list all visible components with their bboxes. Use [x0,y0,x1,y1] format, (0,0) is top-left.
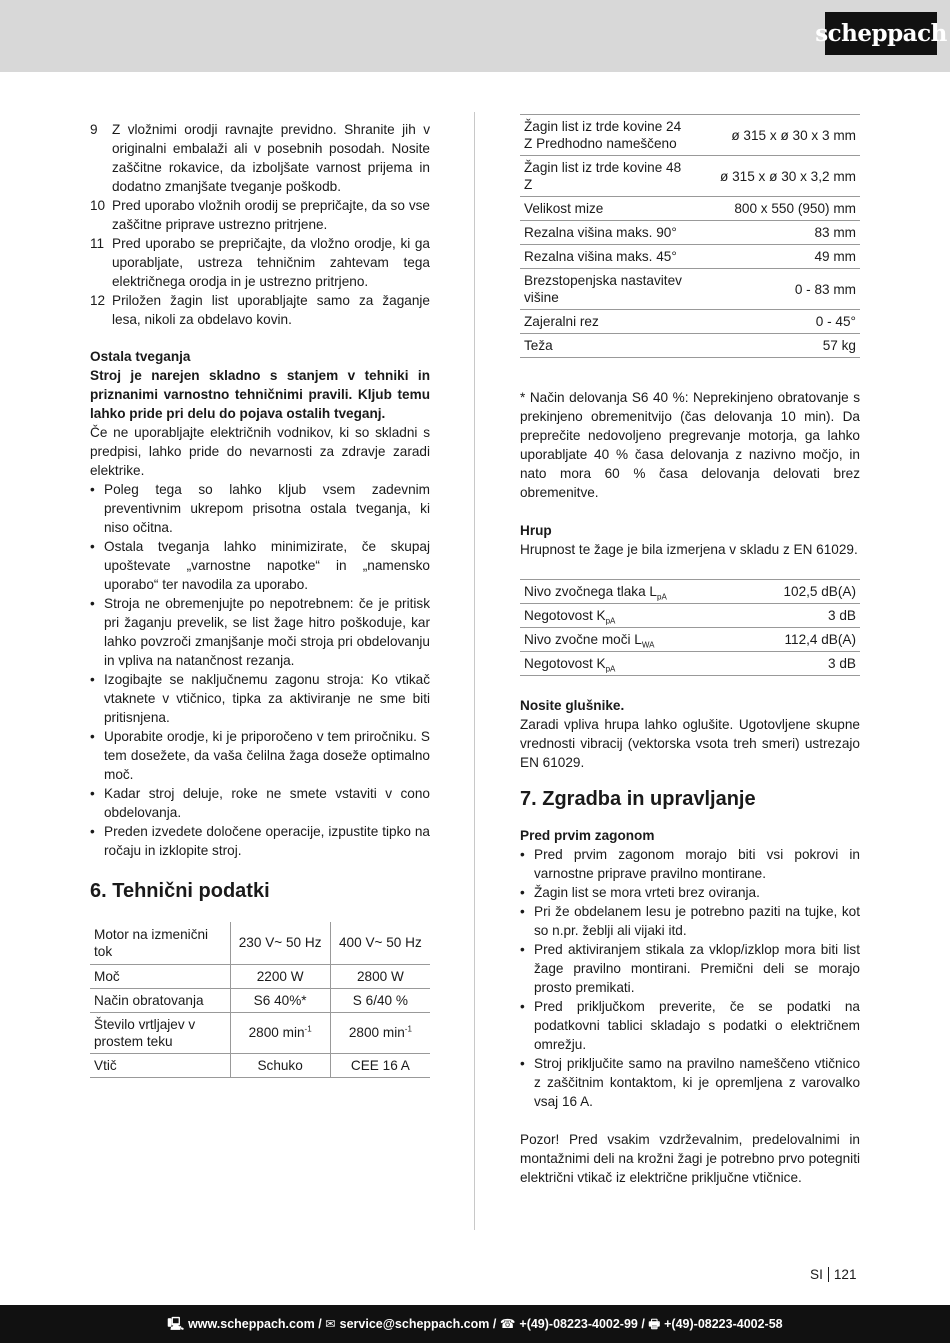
item-text: Poleg tega so lahko kljub vsem zadevnim preventivnim ukrepom prisotna ostala tveganja, ki niso očitna. [104,482,430,535]
table-row [520,221,860,245]
table-row [520,197,860,221]
table-row [90,922,430,964]
table-cell: Način obratovanja [90,988,230,1012]
table-cell: 57 kg [695,334,860,358]
operating-mode-footnote: * Način delovanja S6 40 %: Neprekinjeno obratovanje s prekinjeno obremenitvijo (čas delovanja 10 min). Da preprečite nedovoljeno pregrevanje motorja, ga lahko uporabljate 40 % časa delovanja z nazivno močjo, in nato mora 60 % časa delovanja delovati brez obremenitve. [520,390,860,500]
item-text: Uporabite orodje, ki je priporočeno v tem priročniku. S tem dosežete, da vaša čelilna žaga doseže optimalno moč. [104,729,430,782]
table-cell: 3 dB [742,652,860,676]
item-text: Pred uporabo se prepričajte, da vložno orodje, ki ga uporabljate, ustreza tehničnim zahtevam tega električnega orodja in je ustrezno pritrjeno. [112,236,430,289]
table-cell [230,1012,330,1053]
noise-label: Negotovost K [524,656,606,671]
list-item [520,1054,860,1111]
safety-numbered-list [90,120,430,329]
list-item [520,997,860,1054]
list-item [90,670,430,727]
page-number-separator [828,1267,829,1282]
item-text: Priložen žagin list uporabljajte samo za žaganje lesa, nikoli za obdelavo kovin. [112,293,430,327]
rpm-exponent: -1 [304,1024,312,1034]
table-cell: Motor na izmenični tok [90,922,230,964]
table-cell: 2200 W [230,964,330,988]
table-row [520,628,860,652]
list-item [520,883,860,902]
table-cell: 0 - 45° [695,310,860,334]
rpm-value: 2800 min [248,1025,305,1040]
table-row [520,115,860,156]
table-cell: Rezalna višina maks. 90° [520,221,695,245]
bullet-icon: • [90,786,95,801]
list-item [90,291,430,329]
item-text: Stroj priključite samo na pravilno nameščeno vtičnico z zaščitnim kontaktom, ki je opremljena z varovalko vsaj 16 A. [534,1056,860,1109]
footer-separator: / [489,1316,500,1331]
table-row [90,1012,430,1053]
table-cell: Teža [520,334,695,358]
left-column [90,120,430,1078]
residual-risks-bold-text: Stroj je narejen skladno s stanjem v tehniki in priznanimi varnostno tehničnimi pravili. Kljub temu lahko pride pri delu do pojava ostalih tveganj. [90,368,430,421]
item-text: Pred prvim zagonom morajo biti vsi pokrovi in varnostne priprave pravilno montirane. [534,847,860,881]
table-row [90,1053,430,1077]
bullet-icon: • [90,482,95,497]
list-item [90,480,430,537]
table-cell: Zajeralni rez [520,310,695,334]
rpm-exponent: -1 [404,1024,412,1034]
noise-label: Negotovost K [524,608,606,623]
item-text: Preden izvedete določene operacije, izpustite tipko na ročaju in izklopite stroj. [104,824,430,858]
footer-fax: +(49)-08223-4002-58 [664,1316,783,1331]
table-row [520,310,860,334]
noise-label-sub: pA [605,616,616,626]
residual-risks-heading: Ostala tveganja [90,349,191,364]
table-cell: Žagin list iz trde kovine 48 Z [520,156,695,197]
table-cell: CEE 16 A [330,1053,430,1077]
bullet-icon: • [90,824,95,839]
item-text: Pred uporabo vložnih orodij se prepričajte, da so vse zaščitne priprave ustrezno pritrjene. [112,198,430,232]
page-number-value: 121 [833,1267,857,1282]
table-cell [520,628,742,652]
table-cell: ø 315 x ø 30 x 3 mm [695,115,860,156]
list-item [90,234,430,291]
table-cell: Žagin list iz trde kovine 24 Z Predhodno nameščeno [520,115,695,156]
bullet-icon: • [520,1056,525,1071]
footer-phone: +(49)-08223-4002-99 [519,1316,638,1331]
table-cell: 3 dB [742,604,860,628]
tech-data-table [90,922,430,1078]
item-number: 9 [90,122,98,137]
table-cell: ø 315 x ø 30 x 3,2 mm [695,156,860,197]
list-item [90,784,430,822]
page-footer [0,1305,950,1343]
item-number: 11 [90,236,105,251]
item-number: 12 [90,293,106,308]
right-column [520,114,860,1187]
table-cell: 0 - 83 mm [695,269,860,310]
table-cell: S6 40%* [230,988,330,1012]
table-cell: 230 V~ 50 Hz [230,922,330,964]
table-cell: Brezstopenjska nastavitev višine [520,269,695,310]
item-text: Ostala tveganja lahko minimizirate, če skupaj upoštevate „varnostne napotke“ in „namensko uporabo“ ter navodila za uporabo. [104,539,430,592]
footer-separator: / [637,1316,649,1331]
residual-risks-bullets [90,480,430,860]
bullet-icon: • [520,904,525,919]
table-cell: 800 x 550 (950) mm [695,197,860,221]
residual-risks-text: Če ne uporabljajte električnih vodnikov, ki so skladni s predpisi, lahko pride do nevarnosti za zdravje zaradi elektrike. [90,425,430,478]
first-start-heading: Pred prvim zagonom [520,828,655,843]
item-text: Žagin list se mora vrteti brez oviranja. [534,885,760,900]
item-text: Kadar stroj deluje, roke ne smete vstaviti v cono obdelovanja. [104,786,430,820]
table-row [520,652,860,676]
table-row [520,334,860,358]
table-cell: Število vrtljajev v prostem teku [90,1012,230,1053]
table-row [520,604,860,628]
table-row [90,964,430,988]
table-cell [330,1012,430,1053]
noise-table [520,579,860,676]
phone-icon: ☎ [499,1316,516,1331]
mail-icon: ✉ [325,1316,336,1331]
hearing-protection-heading: Nosite glušnike. [520,698,625,713]
table-cell: 102,5 dB(A) [742,580,860,604]
list-item [90,120,430,196]
list-item [90,822,430,860]
table-cell: 49 mm [695,245,860,269]
table-cell: 112,4 dB(A) [742,628,860,652]
table-cell: S 6/40 % [330,988,430,1012]
table-cell: Rezalna višina maks. 45° [520,245,695,269]
bullet-icon: • [520,885,525,900]
bullet-icon: • [90,539,95,554]
page-header [0,0,950,72]
bullet-icon: • [520,847,525,862]
noise-label: Nivo zvočne moči L [524,632,642,647]
table-row [520,156,860,197]
footer-website[interactable]: www.scheppach.com [188,1316,315,1331]
item-text: Pred aktiviranjem stikala za vklop/izklop mora biti list žage pravilno montirani. Premični deli se morajo prosto premikati. [534,942,860,995]
list-item [520,845,860,883]
table-cell: 2800 W [330,964,430,988]
list-item [90,196,430,234]
table-row [90,988,430,1012]
language-code: SI [810,1267,823,1282]
bullet-icon: • [90,672,95,687]
brand-name: scheppach [815,20,947,47]
table-cell: 83 mm [695,221,860,245]
list-item [520,940,860,997]
bullet-icon: • [520,999,525,1014]
brand-logo [815,12,947,55]
first-start-bullets [520,845,860,1111]
list-item [90,537,430,594]
column-divider [474,112,475,1230]
bullet-icon: • [90,596,95,611]
footer-separator: / [314,1316,326,1331]
noise-label-sub: pA [605,664,616,674]
noise-heading: Hrup [520,523,552,538]
item-text: Stroja ne obremenjujte po nepotrebnem: če je pritisk pri žaganju prevelik, se list žage hitro poškoduje, kar lahko povzroči zmanjšanje moči stroja pri obdelovanju in vpliva na natančnost rezanja. [104,596,430,668]
table-cell: Schuko [230,1053,330,1077]
noise-label-sub: WA [641,640,655,650]
table-cell [520,604,742,628]
table-cell [520,580,742,604]
item-text: Izogibajte se naključnemu zagonu stroja: Ko vtikač vtaknete v vtičnico, tipka za aktiviranje ne sme biti pritisnjena. [104,672,430,725]
bullet-icon: • [520,942,525,957]
section-7-title: 7. Zgradba in upravljanje [520,788,756,810]
page-number [810,1265,857,1284]
list-item [90,594,430,670]
hearing-protection-text: Zaradi vpliva hrupa lahko oglušite. Ugotovljene skupne vrednosti vibracij (vektorska vsota treh smeri) ustrezajo EN 61029. [520,717,860,770]
table-cell [520,652,742,676]
fax-icon: 🖶 [648,1316,661,1331]
table-row [520,245,860,269]
list-item [520,902,860,940]
bullet-icon: • [90,729,95,744]
item-text: Pri že obdelanem lesu je potrebno paziti na tujke, kot so n.pr. žeblji ali vijaki itd. [534,904,860,938]
table-row [520,580,860,604]
table-cell: Moč [90,964,230,988]
spec-table [520,114,860,358]
item-text: Pred priključkom preverite, če se podatki na podatkovni tablici skladajo s podatki o električnem omrežju. [534,999,860,1052]
item-number: 10 [90,198,106,213]
noise-text: Hrupnost te žage je bila izmerjena v skladu z EN 61029. [520,542,858,557]
noise-label: Nivo zvočnega tlaka L [524,584,657,599]
table-row [520,269,860,310]
maintenance-warning: Pozor! Pred vsakim vzdrževalnim, predelovalnimi in montažnimi deli na krožni žagi je potrebno prvo potegniti električni vtikač iz električne priključne vtičnice. [520,1132,860,1185]
item-text: Z vložnimi orodji ravnajte previdno. Shranite jih v originalni embalaži ali v posebnih posodah. Nosite zaščitne rokavice, da izboljšate varnost prijema in dodatno zmanjšate tveganje poškodb. [112,122,430,194]
footer-email[interactable]: service@scheppach.com [339,1316,490,1331]
table-cell: Vtič [90,1053,230,1077]
table-cell: Velikost mize [520,197,695,221]
rpm-value: 2800 min [348,1025,405,1040]
list-item [90,727,430,784]
computer-icon: 🖳 [167,1316,185,1331]
section-6-title: 6. Tehnični podatki [90,880,270,902]
table-cell: 400 V~ 50 Hz [330,922,430,964]
noise-label-sub: pA [657,592,667,602]
